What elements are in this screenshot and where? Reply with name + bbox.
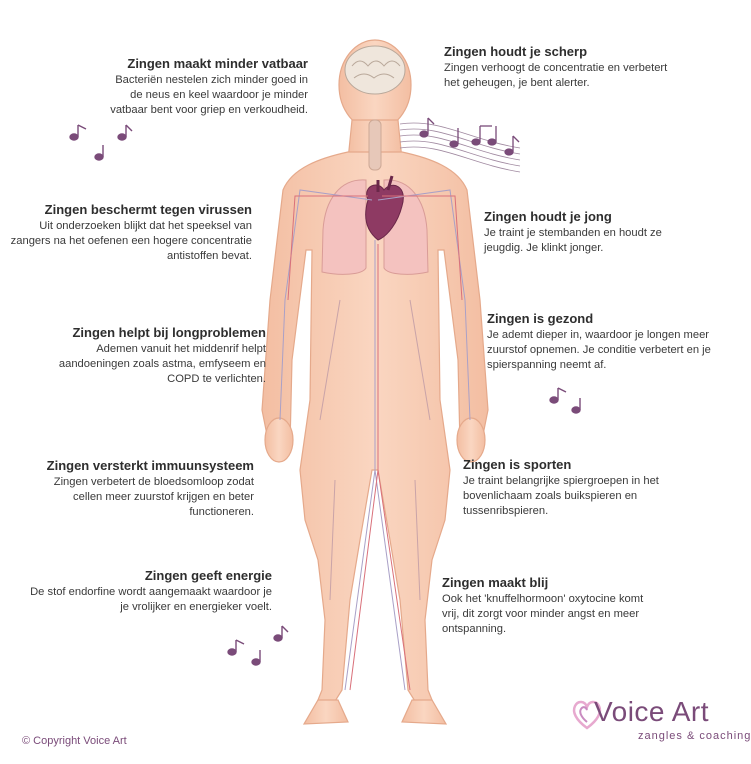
benefit-text: Ook het 'knuffelhormoon' oxytocine komt vrij, dit zorgt voor minder angst en meer ontspanning.	[442, 593, 644, 635]
trachea	[369, 120, 381, 170]
benefit-title: Zingen helpt bij longproblemen	[72, 325, 266, 340]
benefit-text: Bacteriën nestelen zich minder goed in de neus en keel waardoor je minder vatbaar bent voor griep en verkoudheid.	[110, 74, 308, 116]
benefit-note	[442, 575, 662, 637]
benefit-note	[24, 325, 266, 387]
benefit-title: Zingen geeft energie	[144, 568, 272, 583]
benefit-title: Zingen houdt je jong	[484, 209, 612, 224]
benefit-note	[100, 56, 308, 118]
benefit-note	[444, 44, 684, 91]
voice-art-logo	[572, 694, 751, 746]
benefit-title: Zingen houdt je scherp	[444, 44, 588, 59]
benefit-text: Zingen verbetert de bloedsomloop zodat cellen meer zuurstof krijgen en beter functioneren.	[53, 476, 254, 518]
benefit-text: Je traint belangrijke spiergroepen in het bovenlichaam zoals buikspieren en tussenribspieren.	[463, 475, 659, 517]
benefit-note	[28, 568, 272, 615]
brain-icon	[345, 46, 405, 94]
benefit-note	[10, 202, 252, 264]
benefit-text: De stof endorfine wordt aangemaakt waardoor je je vrolijker en energieker voelt.	[30, 586, 272, 613]
benefit-text: Ademen vanuit het middenrif helpt aandoeningen zoals astma, emfyseem en COPD te verlichten.	[58, 343, 266, 385]
logo-title: Voice Art	[594, 696, 710, 727]
copyright-text: © Copyright Voice Art	[22, 735, 127, 747]
benefit-title: Zingen maakt blij	[442, 575, 549, 590]
benefit-text: Je ademt dieper in, waardoor je longen meer zuurstof opnemen. Je conditie verbetert en je spierspanning neemt af.	[487, 329, 711, 371]
benefit-note	[463, 457, 715, 519]
benefit-title: Zingen is sporten	[463, 457, 572, 472]
benefit-title: Zingen maakt minder vatbaar	[127, 56, 308, 71]
benefit-title: Zingen beschermt tegen virussen	[44, 202, 252, 217]
benefit-title: Zingen is gezond	[487, 311, 594, 326]
benefit-text: Zingen verhoogt de concentratie en verbetert het geheugen, je bent alerter.	[444, 62, 668, 89]
benefit-text: Uit onderzoeken blijkt dat het speeksel van zangers na het oefenen een hogere concentratie antistoffen bevat.	[10, 220, 252, 262]
logo-subtitle: zangles & coaching	[638, 730, 751, 742]
benefit-note	[22, 458, 254, 520]
benefit-note	[484, 209, 698, 256]
benefit-text: Je traint je stembanden en houdt ze jeugdig. Je klinkt jonger.	[484, 227, 662, 254]
benefit-note	[487, 311, 713, 373]
benefit-title: Zingen versterkt immuunsysteem	[46, 458, 254, 473]
